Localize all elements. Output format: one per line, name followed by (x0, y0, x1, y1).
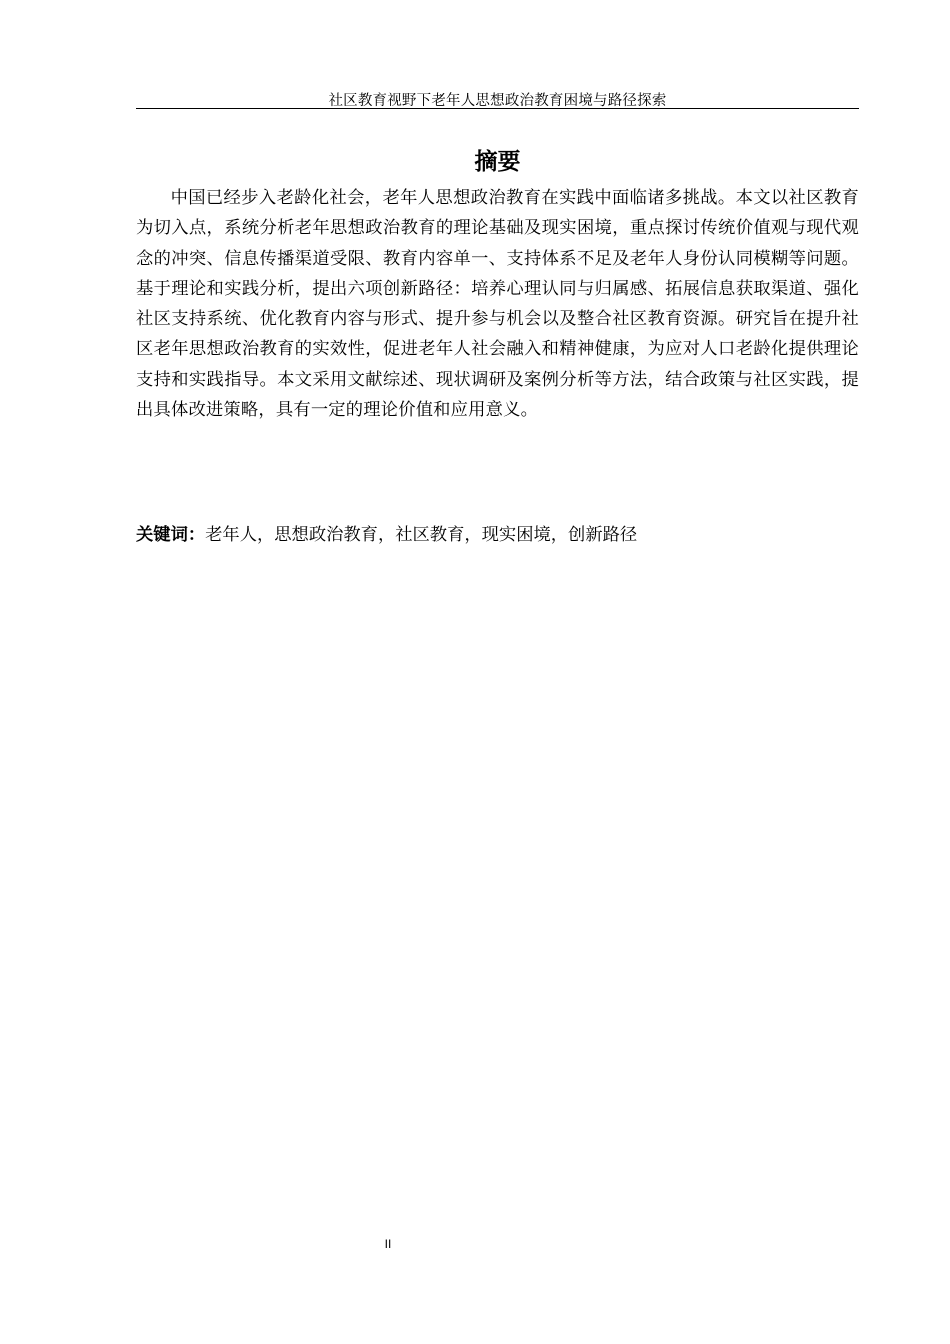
page-number: II (384, 1237, 392, 1251)
header-divider (136, 108, 859, 109)
running-header: 社区教育视野下老年人思想政治教育困境与路径探索 (328, 93, 667, 109)
keywords-line (136, 520, 859, 550)
abstract-body: 中国已经步入老龄化社会，老年人思想政治教育在实践中面临诸多挑战。本文以社区教育为切入点，系统分析老年思想政治教育的理论基础及现实困境，重点探讨传统价值观与现代观念的冲突、信息传播渠道受限、教育内容单一、支持体系不足及老年人身份认同模糊等问题。基于理论和实践分析，提出六项创新路径：培养心理认同与归属感、拓展信息获取渠道、强化社区支持系统、优化教育内容与形式、提升参与机会以及整合社区教育资源。研究旨在提升社区老年思想政治教育的实效性，促进老年人社会融入和精神健康，为应对人口老龄化提供理论支持和实践指导。本文采用文献综述、现状调研及案例分析等方法，结合政策与社区实践，提出具体改进策略，具有一定的理论价值和应用意义。 (136, 188, 859, 421)
keywords-label: 关键词： (136, 525, 206, 545)
abstract-title: 摘要 (474, 149, 521, 175)
keywords-value: 老年人，思想政治教育，社区教育，现实困境，创新路径 (205, 525, 638, 545)
